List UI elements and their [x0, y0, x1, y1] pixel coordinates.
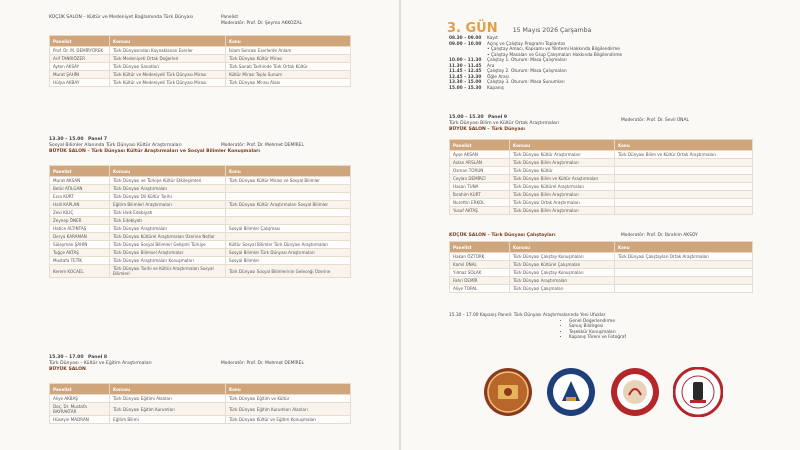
table-row	[450, 277, 753, 285]
table-row	[450, 151, 753, 159]
table-cell: Hatice ALTINTAŞ	[50, 225, 110, 233]
table-cell: Türk Dünyası Kültür Mirası ve Sosyal Bilimler	[226, 177, 351, 185]
table-cell: Türk Dünyası Bilim Araştırmaları	[510, 159, 615, 167]
col-header-topic: Konusu	[110, 166, 226, 177]
table-cell: Türk Dünyası Çalışmaları	[510, 285, 615, 293]
table-cell: Yusuf AKTAŞ	[450, 207, 510, 215]
table-cell: Türk Dünyası Kültür ve Eğitim Konuşmaları	[226, 416, 351, 424]
table-row	[50, 403, 351, 416]
table-cell: Türk Dünyası Bilim Araştırmaları	[510, 207, 615, 215]
table-cell	[615, 269, 753, 277]
session-5	[449, 233, 752, 291]
col-header-topic: Konusu	[110, 384, 226, 395]
table-cell: Türk Dünyası Dil Kültür Tarihi	[110, 193, 226, 201]
table-row	[50, 201, 351, 209]
table-cell: Türk Halk Edebiyatı	[110, 209, 226, 217]
table-cell: Esra KURT	[50, 193, 110, 201]
agenda-desc: • Çalıştay Amacı, Kapsamı ve Yöntemi Hakkında Bilgilendirme	[487, 47, 620, 52]
table-cell: Türk Dünyası Kültürel Araştırmaları Üzerine Notlar	[110, 233, 226, 241]
session-3-desc: Türk Dünyası – Kültür ve Eğitim Araştırmaları	[49, 361, 152, 366]
table-cell: Betül ATILGAN	[50, 185, 110, 193]
table-cell: Türk Dünyası Araştırmaları	[110, 225, 226, 233]
table-cell: Ayten AKSAY	[50, 63, 110, 71]
closing-lead: 15.30 – 17.00 Kapanış Paneli: Türk Dünyası Araştırmalarında Yeni Ufuklar	[449, 313, 606, 318]
table-row	[450, 199, 753, 207]
table-cell: Türk Dünyası Çalıştay Konuşmaları	[510, 269, 615, 277]
table-cell: İbrahim KURT	[450, 191, 510, 199]
table-cell: Eğitim Bilimleri Araştırmaları	[110, 201, 226, 209]
table-row	[450, 207, 753, 215]
col-header-panelist: Panelist	[450, 140, 510, 151]
session-2-title: Panel 7	[87, 137, 108, 142]
session-5-table	[449, 241, 753, 293]
table-cell: Mustafa TETİK	[50, 257, 110, 265]
closing-section	[449, 313, 749, 341]
table-cell: Doç. Dr. Mustafa BAYRAKTAR	[50, 403, 110, 416]
col-header-topic: Konusu	[110, 36, 226, 47]
table-cell: Türk Dünyası Kültürel Çalışmaları	[510, 261, 615, 269]
logo-2-icon	[546, 367, 596, 417]
table-row	[450, 183, 753, 191]
table-row	[50, 71, 351, 79]
table-cell	[615, 167, 753, 175]
table-cell: Türk Dünyası Sosyal Bilimlerinin Geleceği Üzerine	[226, 265, 351, 278]
table-cell: Türk Dünyası Araştırmaları	[110, 185, 226, 193]
table-cell: Ayşe AKSAN	[450, 151, 510, 159]
table-row	[450, 285, 753, 293]
closing-item: • Genel Değerlendirme	[569, 319, 749, 325]
table-cell: Fahri DEMİR	[450, 277, 510, 285]
session-1-title: KÜÇÜK SALON – Kültür ve Medeniyet Bağlamında Türk Dünyası	[49, 15, 194, 20]
session-3-room: BÜYÜK SALON	[49, 367, 86, 372]
agenda-time: 13.30 – 15.00	[449, 80, 482, 85]
day-agenda	[449, 36, 757, 91]
table-cell: Türk Dünyası Kültürel Araştırmaları	[510, 183, 615, 191]
col-header-subject: Konu	[226, 166, 351, 177]
table-cell	[615, 261, 753, 269]
table-cell: Arif TANRIÖZER	[50, 55, 110, 63]
table-cell	[615, 207, 753, 215]
agenda-time: 15.00 – 15.30	[449, 85, 482, 91]
table-row	[450, 191, 753, 199]
table-cell	[615, 285, 753, 293]
session-2-time: 13.30 – 15.00	[49, 137, 84, 142]
session-3-table	[49, 383, 351, 424]
day-number: 3. GÜN	[447, 21, 498, 36]
table-row	[50, 416, 351, 424]
agenda-desc: Çalıştay 3. Oturum: Masa Sunumları	[487, 80, 565, 85]
table-cell: Aliye TOPAL	[450, 285, 510, 293]
table-cell: Türk Dünyası Mirası Alanı	[226, 79, 351, 87]
session-5-moderator: Moderatör: Prof. Dr. İbrahim AKSOY	[621, 233, 698, 238]
table-cell: Türk Dünyası Bilim Araştırmaları	[510, 191, 615, 199]
session-2-moderator: Moderatör: Prof. Dr. Mehmet DEMİREL	[221, 143, 304, 148]
session-4	[449, 115, 752, 213]
col-header-panelist: Panelist	[50, 166, 110, 177]
col-header-panelist: Panelist	[50, 384, 110, 395]
table-cell: Türk Kültür ve Medeniyeti Türk Dünyası Mirası	[110, 71, 226, 79]
agenda-time: 09.00 – 10.00	[449, 41, 482, 47]
table-cell	[615, 277, 753, 285]
table-cell: Kültür Mirası Toplu Sunum	[226, 71, 351, 79]
table-cell	[615, 159, 753, 167]
table-cell: Süleyman ŞAHİN	[50, 241, 110, 249]
table-cell	[615, 199, 753, 207]
table-cell: Zeynep ÖNER	[50, 217, 110, 225]
closing-item: • Teşekkür Konuşmaları	[569, 330, 749, 336]
col-header-panelist: Panelist	[450, 242, 510, 253]
col-header-panelist: Panelist	[50, 36, 110, 47]
session-1-moderator: Moderatör: Prof. Dr. Şeyma AKKOZAL	[221, 21, 302, 26]
table-cell	[226, 233, 351, 241]
agenda-item	[449, 86, 757, 92]
table-cell: Hülya AKBAY	[50, 79, 110, 87]
table-cell: Türk Dünyası Sosyal Bilimleri Gelişimi Türkiye	[110, 241, 226, 249]
table-cell: Türk Dünyası Eğitim Kurumları	[110, 403, 226, 416]
table-row	[50, 249, 351, 257]
col-header-topic: Konusu	[510, 242, 615, 253]
table-row	[450, 159, 753, 167]
table-cell: Türk Dünyası Bilim ve Kültür Araştırmaları	[510, 175, 615, 183]
table-cell: Hakan ÖZTÜRK	[450, 253, 510, 261]
table-cell: Türk Dünyası Eğitim Kurumları Alanları	[226, 403, 351, 416]
logo-3-icon	[610, 367, 660, 417]
table-cell: Sosyal Bilimler Çalışması	[226, 225, 351, 233]
table-cell	[226, 193, 351, 201]
table-cell	[226, 185, 351, 193]
table-cell: Türk Dünyası Eğitimi Alanları	[110, 395, 226, 403]
table-row	[50, 265, 351, 278]
session-5-room: KÜÇÜK SALON – Türk Dünyası Çalıştayları	[449, 233, 556, 238]
table-row	[450, 175, 753, 183]
closing-list	[449, 319, 749, 341]
table-cell: Türk Dünyası Çalıştay Konuşmaları	[510, 253, 615, 261]
table-cell: Türk Dünyasından Kaynaklanan Eserler	[110, 47, 226, 55]
table-cell	[615, 191, 753, 199]
table-row	[450, 253, 753, 261]
col-header-topic: Konusu	[510, 140, 615, 151]
table-cell: Türk Dünyası Kültür Araştırmaları Sosyal Bilimler	[226, 201, 351, 209]
agenda-time: 12.45 – 13.30	[449, 74, 482, 80]
session-1-table	[49, 35, 351, 87]
session-2-room: BÜYÜK SALON – Türk Dünyası Kültür Araştırmaları ve Sosyal Bilimler Konuşmaları	[49, 149, 260, 154]
session-1-moderator-label: Panelist	[221, 15, 239, 20]
session-4-title: Panel 9	[487, 115, 508, 120]
table-row	[50, 55, 351, 63]
session-3-title: Panel 8	[87, 355, 108, 360]
table-cell: Halil KAPLAN	[50, 201, 110, 209]
table-cell: Türk Dünyası Tarihi ve Kültür Araştırmaları Sosyal Bilimleri	[110, 265, 226, 278]
logo-4	[673, 367, 723, 417]
table-cell: Prof. Dr. M. DEMİRYÜREK	[50, 47, 110, 55]
table-cell: Eğitim Bilimi	[110, 416, 226, 424]
table-row	[450, 167, 753, 175]
table-cell: Türk Kültür ve Medeniyeti Türk Dünyası Mirası	[110, 79, 226, 87]
table-cell: Türk Dünyası Çalıştayları Ortak Araştırmaları	[615, 253, 753, 261]
table-cell: Türk Medeniyeti Ortak Değerleri	[110, 55, 226, 63]
table-cell: Sosyal Bilimler Türk Dünyası Araştırmaları	[226, 249, 351, 257]
logo-1	[483, 367, 533, 417]
session-3-moderator: Moderatör: Prof. Dr. Mehmet DEMİREL	[221, 361, 304, 366]
table-row	[50, 209, 351, 217]
table-cell: Murat ŞAHİN	[50, 71, 110, 79]
session-4-time: 15.00 – 15.30	[449, 115, 484, 120]
table-cell: Yılmaz SOLAK	[450, 269, 510, 277]
table-cell: Nurettin ERKOL	[450, 199, 510, 207]
table-cell: Osman TORUN	[450, 167, 510, 175]
table-row	[50, 79, 351, 87]
table-cell: İslam Sonrası Eserlerde Anlam	[226, 47, 351, 55]
closing-item: • Kapanış Töreni ve Fotoğraf	[569, 335, 749, 341]
agenda-time: 08.30 – 09.00	[449, 36, 482, 41]
session-4-desc: Türk Dünyası Bilim ve Kültür Ortak Araştırmaları	[449, 121, 559, 126]
table-row	[50, 185, 351, 193]
agenda-time: 11.30 – 11.45	[449, 63, 482, 69]
table-cell: Hasan TUNA	[450, 183, 510, 191]
table-cell: Türk Dünyası Bilim ve Kültür Ortak Araştırmaları	[615, 151, 753, 159]
table-cell	[226, 209, 351, 217]
table-row	[50, 193, 351, 201]
table-row	[50, 177, 351, 185]
col-header-subject: Konu	[615, 140, 753, 151]
table-row	[50, 241, 351, 249]
agenda-desc: Açılış ve Çalıştay Programı Toplantısı	[487, 41, 566, 47]
logo-3	[610, 367, 660, 417]
table-cell: Türk Dünyası ve Türkiye Kültür Etkileşimleri	[110, 177, 226, 185]
table-cell: Türk Dünyası Kültür Araştırmaları	[510, 151, 615, 159]
session-4-moderator: Moderatör: Prof. Dr. Sevil ÜNAL	[621, 118, 689, 123]
agenda-desc: Kayıt	[487, 36, 498, 41]
agenda-desc: Çalıştay 2. Oturum: Masa Çalışmaları	[487, 69, 567, 74]
table-row	[50, 233, 351, 241]
day-header	[447, 17, 591, 36]
session-4-table	[449, 139, 753, 215]
table-row	[50, 217, 351, 225]
day-date: 15 Mayıs 2026 Çarşamba	[512, 27, 592, 34]
session-3-time: 15.30 – 17.00	[49, 355, 84, 360]
table-row	[50, 63, 351, 71]
agenda-desc: Çalıştay 1. Oturum: Masa Çalışmaları	[487, 58, 567, 63]
table-row	[50, 257, 351, 265]
col-header-subject: Konu	[226, 384, 351, 395]
table-cell: Aslan ARSLAN	[450, 159, 510, 167]
agenda-time: 10.00 – 11.30	[449, 58, 482, 63]
agenda-time: 11.45 – 12.45	[449, 69, 482, 74]
table-cell: Tuğçe AKTAŞ	[50, 249, 110, 257]
table-cell: Kamil ÜNAL	[450, 261, 510, 269]
agenda-desc: • Çalıştay Masaları ve Grup Çalışmaları Hakkında Bilgilendirme	[487, 52, 623, 58]
session-3	[49, 355, 349, 422]
table-cell: Türk Dünyası Araştırmaları	[510, 277, 615, 285]
table-cell: Türk Dünyası Kültür Mirası	[226, 55, 351, 63]
table-cell: Türk Dünyası Araştırmaları Konuşmaları	[110, 257, 226, 265]
table-row	[50, 395, 351, 403]
session-2-desc: Sosyal Bilimler Alanında Türk Dünyası Kültür Araştırmaları	[49, 143, 182, 148]
table-cell: Türk Sanatı Tarihinde Türk Ortak Kültür	[226, 63, 351, 71]
agenda-desc: Kapanış	[487, 85, 504, 91]
col-header-subject: Konu	[226, 36, 351, 47]
logo-1-icon	[483, 367, 533, 417]
table-cell: Kerem KOCAEL	[50, 265, 110, 278]
table-cell: Murat AKSAN	[50, 177, 110, 185]
table-row	[50, 47, 351, 55]
table-cell: Türk Dünyası Ortak Araştırmaları	[510, 199, 615, 207]
table-cell: Sosyal Bilimler	[226, 257, 351, 265]
table-cell: Türk Dünyası Kültür	[510, 167, 615, 175]
table-cell: Türk Dünyası Eğitim ve Kültür	[226, 395, 351, 403]
table-row	[450, 261, 753, 269]
table-cell: Türk Dünyası Bilimsel Araştırmalar	[110, 249, 226, 257]
table-cell: Hüseyin MADRAN	[50, 416, 110, 424]
table-row	[50, 225, 351, 233]
logo-4-icon	[673, 367, 723, 417]
table-cell: Kültür Sosyal Bilimler Türk Dünyası Araştırmaları	[226, 241, 351, 249]
session-2	[49, 137, 349, 276]
sponsor-logos	[483, 366, 723, 418]
table-cell: Zeki KILIÇ	[50, 209, 110, 217]
agenda-desc: Öğle Arası	[487, 74, 510, 80]
table-cell	[615, 175, 753, 183]
table-cell	[226, 217, 351, 225]
session-4-room: BÜYÜK SALON – Türk Dünyası	[449, 127, 525, 132]
table-cell	[615, 183, 753, 191]
logo-2	[546, 367, 596, 417]
closing-item: • Sonuç Bildirgesi	[569, 324, 749, 330]
agenda-desc: Ara	[487, 63, 495, 69]
table-cell: Derya KARAMAN	[50, 233, 110, 241]
session-2-table	[49, 165, 351, 278]
table-cell: Aliye AKBAŞ	[50, 395, 110, 403]
table-cell: Türk Dünyası Sanatları	[110, 63, 226, 71]
session-1	[49, 15, 349, 85]
table-row	[450, 269, 753, 277]
table-cell: Ceylan DEMİRCİ	[450, 175, 510, 183]
table-cell: Türk Edebiyatı	[110, 217, 226, 225]
col-header-subject: Konu	[615, 242, 753, 253]
